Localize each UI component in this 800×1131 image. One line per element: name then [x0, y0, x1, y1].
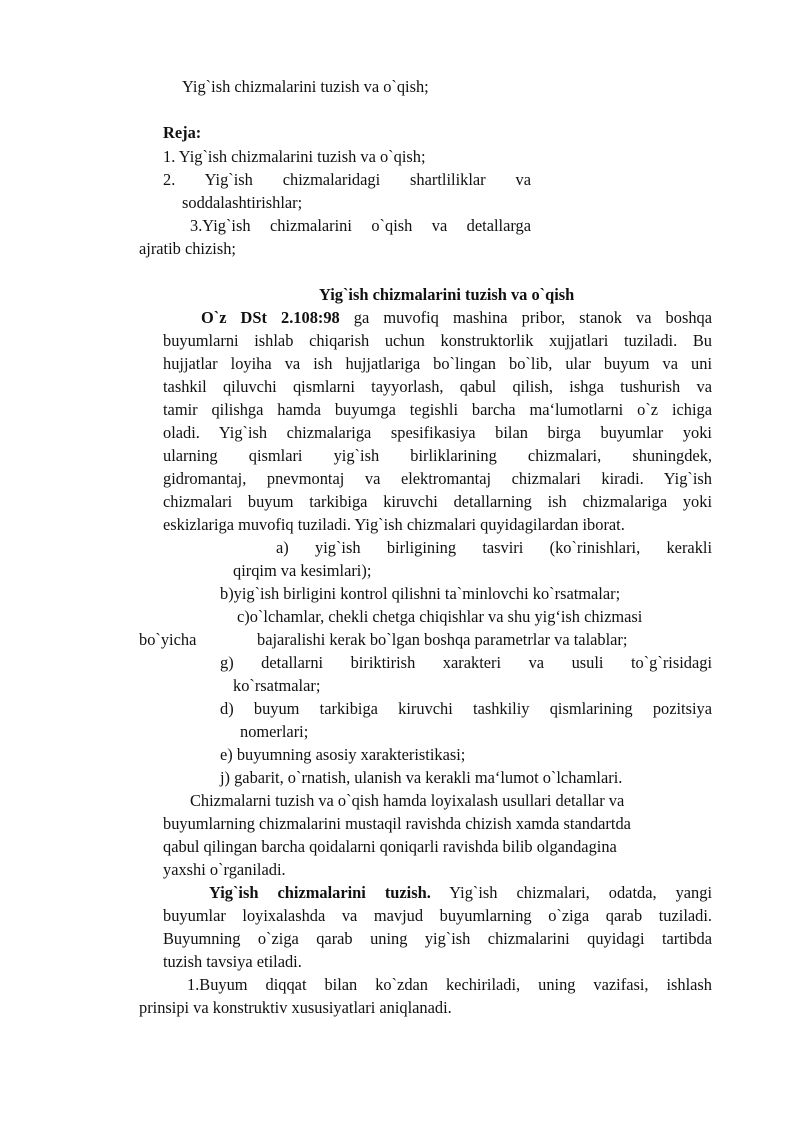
paragraph-1-line: oladi. Yig`ish chizmalariga spesifikasiya bilan birga buyumlar yoki	[163, 423, 712, 442]
paragraph-2-line: Chizmalarni tuzish va o`qish hamda loyixalash usullari detallar va	[190, 791, 625, 810]
paragraph-3-heading: Yig`ish chizmalarini tuzish.	[209, 883, 431, 902]
list-item-e: e) buyumning asosiy xarakteristikasi;	[220, 745, 466, 764]
plan-item-3-line1: 3.Yig`ish chizmalarini o`qish va detallarga	[190, 216, 531, 235]
plan-heading: Reja:	[163, 123, 202, 142]
list-item-g-line2: ko`rsatmalar;	[233, 676, 321, 695]
paragraph-2-line: yaxshi o`rganiladi.	[163, 860, 286, 879]
paragraph-3-line: buyumlar loyixalashda va mavjud buyumlarning o`ziga qarab tuziladi.	[163, 906, 712, 925]
list-item-c-line2-right: bajaralishi kerak bo`lgan boshqa parametrlar va talablar;	[257, 630, 628, 649]
paragraph-3-line1-text: Yig`ish chizmalari, odatda, yangi	[430, 883, 712, 902]
plan-item-2-line1: 2. Yig`ish chizmalaridagi shartliliklar va	[163, 170, 531, 189]
paragraph-1-line: ularning qismlari yig`ish birliklarining chizmalari, shuningdek,	[163, 446, 712, 465]
list-item-b: b)yig`ish birligini kontrol qilishni ta`minlovchi ko`rsatmalar;	[220, 584, 621, 603]
plan-item-2-line2: soddalashtirishlar;	[182, 193, 303, 212]
paragraph-3-line: tuzish tavsiya etiladi.	[163, 952, 302, 971]
paragraph-1-line: tamir qilishga hamda buyumga tegishli barcha ma‘lumotlarni o`z ichiga	[163, 400, 712, 419]
list-item-c-line2-left: bo`yicha	[139, 630, 197, 649]
paragraph-1-line: eskizlariga muvofiq tuziladi. Yig`ish chizmalari quyidagilardan iborat.	[163, 515, 625, 534]
list-item-d-line2: nomerlari;	[240, 722, 309, 741]
paragraph-4-line1: 1.Buyum diqqat bilan ko`zdan kechiriladi, uning vazifasi, ishlash	[187, 975, 712, 994]
paragraph-1-line: chizmalari buyum tarkibiga kiruvchi detallarning ish chizmalariga yoki	[163, 492, 712, 511]
list-item-a-line2: qirqim va kesimlari);	[233, 561, 372, 580]
paragraph-1-line1	[201, 307, 712, 330]
paragraph-1-line1-text: ga muvofiq mashina pribor, stanok va boshqa	[339, 308, 712, 327]
paragraph-2-line: buyumlarning chizmalarini mustaqil ravishda chizish xamda standartda	[163, 814, 631, 833]
paragraph-3-line1	[209, 882, 712, 905]
paragraph-1-line: buyumlarni ishlab chiqarish uchun konstruktorlik xujjatlari tuziladi. Bu	[163, 331, 712, 350]
plan-item-1: 1. Yig`ish chizmalarini tuzish va o`qish;	[163, 147, 426, 166]
standard-reference: O`z DSt 2.108:98	[201, 308, 340, 327]
list-item-c-line1: c)o`lchamlar, chekli chetga chiqishlar va shu yig‘ish chizmasi	[237, 607, 643, 626]
list-item-a-line1: a) yig`ish birligining tasviri (ko`rinishlari, kerakli	[276, 538, 712, 557]
list-item-g-line1: g) detallarni biriktirish xarakteri va usuli to`g`risidagi	[220, 653, 712, 672]
paragraph-1-line: tashkil qiluvchi qismlarni tayyorlash, qabul qilish, ishga tushurish va	[163, 377, 712, 396]
list-item-j: j) gabarit, o`rnatish, ulanish va kerakli ma‘lumot o`lchamlari.	[220, 768, 623, 787]
plan-item-3-line2: ajratib chizish;	[139, 239, 236, 258]
section-title: Yig`ish chizmalarini tuzish va o`qish	[319, 285, 575, 304]
paragraph-4-line2: prinsipi va konstruktiv xususiyatlari aniqlanadi.	[139, 998, 452, 1017]
paragraph-2-line: qabul qilingan barcha qoidalarni qoniqarli ravishda bilib olgandagina	[163, 837, 617, 856]
top-line: Yig`ish chizmalarini tuzish va o`qish;	[182, 77, 429, 96]
list-item-d-line1: d) buyum tarkibiga kiruvchi tashkiliy qismlarining pozitsiya	[220, 699, 712, 718]
paragraph-1-line: hujjatlar loyiha va ish hujjatlariga bo`lingan bo`lib, ular buyum va uni	[163, 354, 712, 373]
paragraph-1-line: gidromantaj, pnevmontaj va elektromantaj chizmalari kiradi. Yig`ish	[163, 469, 712, 488]
paragraph-3-line: Buyumning o`ziga qarab uning yig`ish chizmalarini quyidagi tartibda	[163, 929, 712, 948]
